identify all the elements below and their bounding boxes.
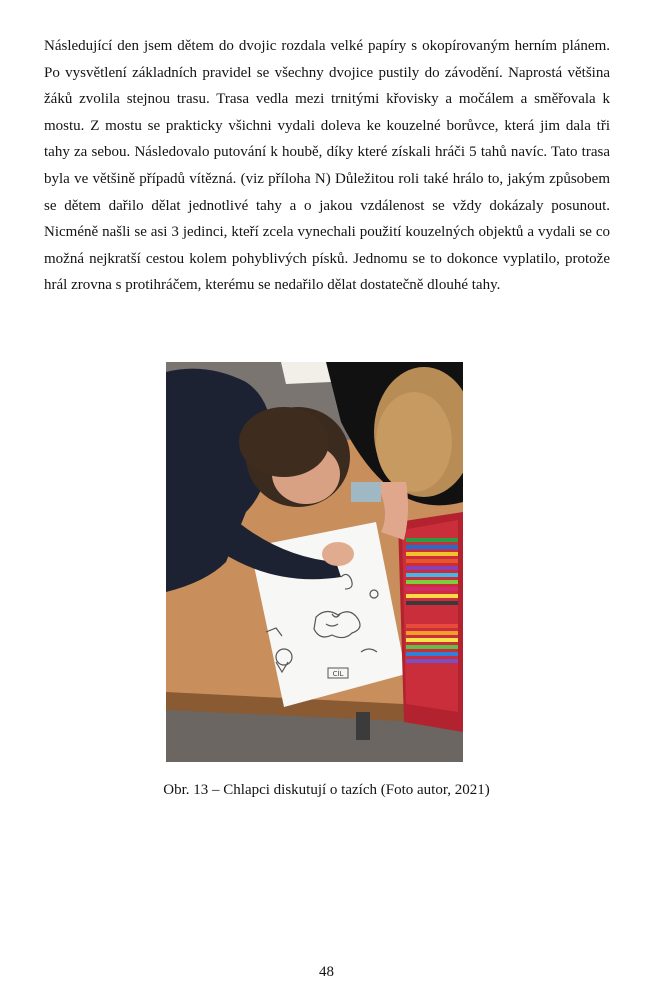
- left-boy-hand: [322, 542, 354, 566]
- figure-photo: [166, 362, 463, 762]
- sheet-label: CÍL: [332, 670, 344, 678]
- body-paragraph: Následující den jsem dětem do dvojic rozdala velké papíry s okopírovaným herním plánem. Po vysvětlení základních pravidel se všechny dvojice pustily do závodění. Naprostá většina žáků zvolila stejnou trasu. Trasa vedla mezi trnitými křovisky a močálem a směřovala k mostu. Z mostu se prakticky všichni vydali doleva ke kouzelné borůvce, která jim dala tři tahy za sebou. Následovalo putování k houbě, díky které získali hráči 5 tahů navíc. Tato trasa byla ve většině případů vítězná. (viz příloha N) Důležitou roli také hrálo to, jakým způsobem se dětem dařilo dělat jednotlivé tahy a o jakou vzdálenost se vždy dokázaly posunout. Nicméně našli se asi 3 jedinci, kteří zcela vynechali použití kouzelných objektů a vydali se co možná nejkratší cestou kolem pohyblivých písků. Jednomu se to dokonce vyplatilo, protože hrál zrovna s protihráčem, kterému se nedařilo dělat dostatečně dlouhé tahy.: [44, 38, 610, 294]
- page-number: 48: [319, 964, 334, 980]
- figure-caption: Obr. 13 – Chlapci diskutují o tazích (Foto autor, 2021): [163, 782, 490, 798]
